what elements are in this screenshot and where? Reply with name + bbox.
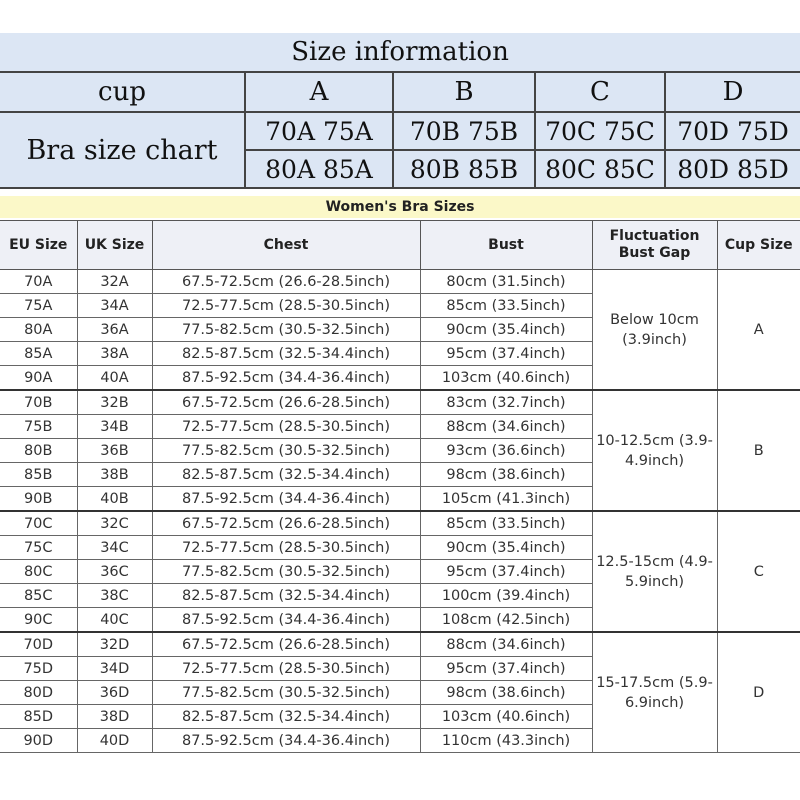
uk-size-cell: 32A [77, 270, 152, 294]
size-information-table [0, 33, 800, 189]
bust-cell: 98cm (38.6inch) [420, 463, 592, 487]
eu-size-cell: 75B [0, 415, 77, 439]
bust-cell: 95cm (37.4inch) [420, 657, 592, 681]
table-row [0, 511, 800, 536]
bust-cell: 103cm (40.6inch) [420, 366, 592, 391]
table-row [0, 270, 800, 294]
cup-size-cell: C [717, 511, 800, 632]
chest-cell: 87.5-92.5cm (34.4-36.4inch) [152, 608, 420, 633]
bust-cell: 103cm (40.6inch) [420, 705, 592, 729]
womens-bra-sizes-table [0, 220, 800, 753]
uk-size-cell: 38A [77, 342, 152, 366]
bust-cell: 90cm (35.4inch) [420, 318, 592, 342]
bust-cell: 88cm (34.6inch) [420, 415, 592, 439]
cup-a: A [245, 72, 393, 112]
bust-cell: 95cm (37.4inch) [420, 560, 592, 584]
eu-size-cell: 75A [0, 294, 77, 318]
chest-cell: 72.5-77.5cm (28.5-30.5inch) [152, 536, 420, 560]
chest-cell: 87.5-92.5cm (34.4-36.4inch) [152, 366, 420, 391]
size-cell: 70A 75A [245, 112, 393, 150]
chest-cell: 77.5-82.5cm (30.5-32.5inch) [152, 560, 420, 584]
chest-cell: 82.5-87.5cm (32.5-34.4inch) [152, 705, 420, 729]
size-cell: 70D 75D [665, 112, 800, 150]
womens-bra-sizes-title: Women's Bra Sizes [0, 196, 800, 218]
uk-size-cell: 32D [77, 632, 152, 657]
eu-size-cell: 85D [0, 705, 77, 729]
bust-cell: 85cm (33.5inch) [420, 294, 592, 318]
chest-cell: 82.5-87.5cm (32.5-34.4inch) [152, 342, 420, 366]
bust-cell: 88cm (34.6inch) [420, 632, 592, 657]
uk-size-cell: 40A [77, 366, 152, 391]
cup-c: C [535, 72, 665, 112]
uk-size-cell: 40C [77, 608, 152, 633]
bust-cell: 80cm (31.5inch) [420, 270, 592, 294]
chest-cell: 67.5-72.5cm (26.6-28.5inch) [152, 632, 420, 657]
header-cup-size: Cup Size [717, 221, 800, 270]
chest-cell: 87.5-92.5cm (34.4-36.4inch) [152, 729, 420, 753]
bust-cell: 100cm (39.4inch) [420, 584, 592, 608]
header-eu-size: EU Size [0, 221, 77, 270]
eu-size-cell: 80A [0, 318, 77, 342]
uk-size-cell: 34D [77, 657, 152, 681]
uk-size-cell: 38D [77, 705, 152, 729]
eu-size-cell: 70C [0, 511, 77, 536]
cup-label: cup [0, 72, 245, 112]
chest-cell: 77.5-82.5cm (30.5-32.5inch) [152, 439, 420, 463]
size-information-title: Size information [0, 33, 800, 72]
uk-size-cell: 36B [77, 439, 152, 463]
eu-size-cell: 90C [0, 608, 77, 633]
chest-cell: 77.5-82.5cm (30.5-32.5inch) [152, 681, 420, 705]
uk-size-cell: 40D [77, 729, 152, 753]
bust-cell: 90cm (35.4inch) [420, 536, 592, 560]
bra-size-chart-label: Bra size chart [0, 112, 245, 188]
chest-cell: 87.5-92.5cm (34.4-36.4inch) [152, 487, 420, 512]
bust-gap-cell: 15-17.5cm (5.9-6.9inch) [592, 632, 717, 753]
eu-size-cell: 90A [0, 366, 77, 391]
cup-size-cell: D [717, 632, 800, 753]
uk-size-cell: 34A [77, 294, 152, 318]
bust-cell: 83cm (32.7inch) [420, 390, 592, 415]
eu-size-cell: 70A [0, 270, 77, 294]
chest-cell: 82.5-87.5cm (32.5-34.4inch) [152, 463, 420, 487]
chest-cell: 72.5-77.5cm (28.5-30.5inch) [152, 294, 420, 318]
eu-size-cell: 90D [0, 729, 77, 753]
size-cell: 70C 75C [535, 112, 665, 150]
uk-size-cell: 34B [77, 415, 152, 439]
eu-size-cell: 70B [0, 390, 77, 415]
uk-size-cell: 36C [77, 560, 152, 584]
cup-size-cell: A [717, 270, 800, 391]
uk-size-cell: 32B [77, 390, 152, 415]
uk-size-cell: 34C [77, 536, 152, 560]
eu-size-cell: 85C [0, 584, 77, 608]
chest-cell: 82.5-87.5cm (32.5-34.4inch) [152, 584, 420, 608]
header-uk-size: UK Size [77, 221, 152, 270]
cup-d: D [665, 72, 800, 112]
eu-size-cell: 80B [0, 439, 77, 463]
size-cell: 80A 85A [245, 150, 393, 188]
bust-cell: 108cm (42.5inch) [420, 608, 592, 633]
size-cell: 80B 85B [393, 150, 535, 188]
table-row [0, 632, 800, 657]
bust-cell: 93cm (36.6inch) [420, 439, 592, 463]
bust-cell: 95cm (37.4inch) [420, 342, 592, 366]
uk-size-cell: 36A [77, 318, 152, 342]
cup-b: B [393, 72, 535, 112]
bust-gap-cell: Below 10cm (3.9inch) [592, 270, 717, 391]
uk-size-cell: 36D [77, 681, 152, 705]
bust-gap-cell: 12.5-15cm (4.9-5.9inch) [592, 511, 717, 632]
uk-size-cell: 38B [77, 463, 152, 487]
size-cell: 80D 85D [665, 150, 800, 188]
size-cell: 80C 85C [535, 150, 665, 188]
chest-cell: 72.5-77.5cm (28.5-30.5inch) [152, 415, 420, 439]
header-chest: Chest [152, 221, 420, 270]
chest-cell: 77.5-82.5cm (30.5-32.5inch) [152, 318, 420, 342]
eu-size-cell: 70D [0, 632, 77, 657]
eu-size-cell: 85A [0, 342, 77, 366]
bust-cell: 85cm (33.5inch) [420, 511, 592, 536]
uk-size-cell: 32C [77, 511, 152, 536]
chest-cell: 67.5-72.5cm (26.6-28.5inch) [152, 511, 420, 536]
size-cell: 70B 75B [393, 112, 535, 150]
header-fluctuation-bust-gap: Fluctuation Bust Gap [592, 221, 717, 270]
bust-gap-cell: 10-12.5cm (3.9-4.9inch) [592, 390, 717, 511]
eu-size-cell: 75D [0, 657, 77, 681]
cup-size-cell: B [717, 390, 800, 511]
bust-cell: 110cm (43.3inch) [420, 729, 592, 753]
table-row [0, 390, 800, 415]
uk-size-cell: 40B [77, 487, 152, 512]
bust-cell: 98cm (38.6inch) [420, 681, 592, 705]
eu-size-cell: 75C [0, 536, 77, 560]
eu-size-cell: 80C [0, 560, 77, 584]
chest-cell: 72.5-77.5cm (28.5-30.5inch) [152, 657, 420, 681]
uk-size-cell: 38C [77, 584, 152, 608]
chest-cell: 67.5-72.5cm (26.6-28.5inch) [152, 270, 420, 294]
bust-cell: 105cm (41.3inch) [420, 487, 592, 512]
eu-size-cell: 80D [0, 681, 77, 705]
chest-cell: 67.5-72.5cm (26.6-28.5inch) [152, 390, 420, 415]
eu-size-cell: 90B [0, 487, 77, 512]
eu-size-cell: 85B [0, 463, 77, 487]
header-bust: Bust [420, 221, 592, 270]
